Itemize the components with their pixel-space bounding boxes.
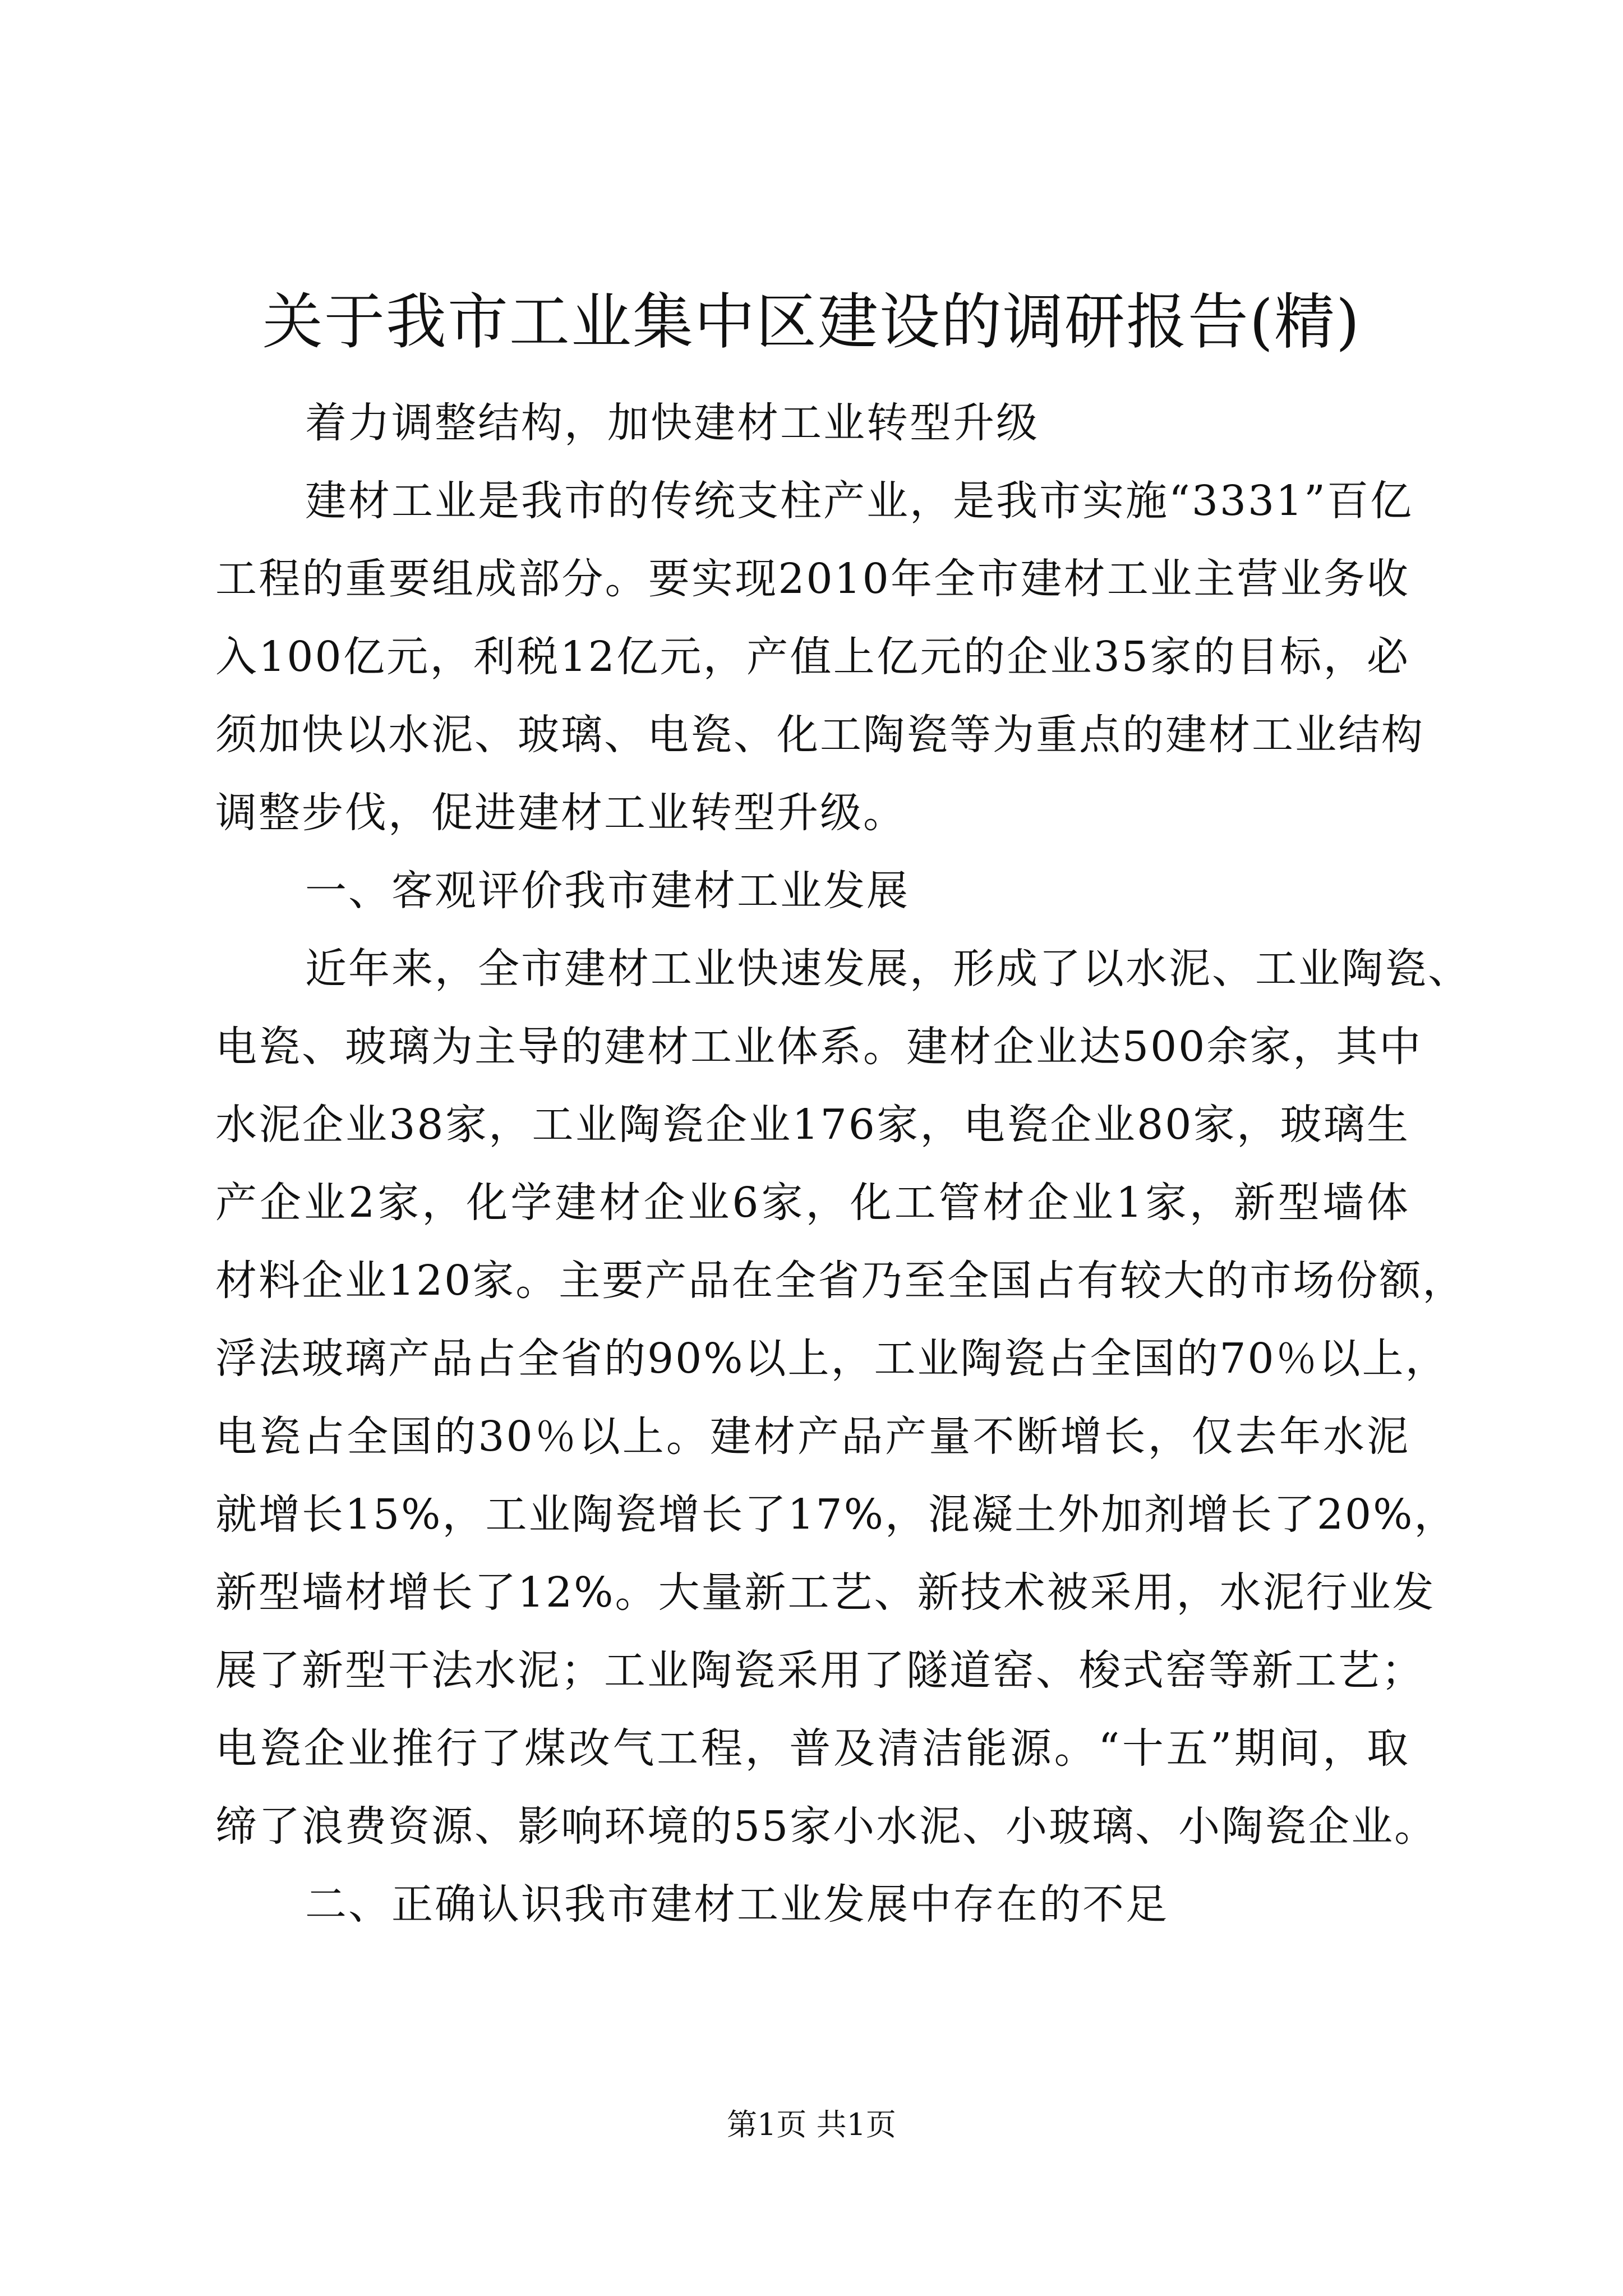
- section-heading: 二、正确认识我市建材工业发展中存在的不足: [305, 1880, 1169, 1929]
- paragraph-line: 须加快以水泥、玻璃、电瓷、化工陶瓷等为重点的建材工业结构: [215, 711, 1424, 759]
- paragraph-line: 就增长15%，工业陶瓷增长了17%，混凝土外加剂增长了20%，: [215, 1490, 1458, 1539]
- paragraph-line: 产企业2家，化学建材企业6家，化工管材企业1家，新型墙体: [215, 1179, 1410, 1227]
- paragraph-line: 缔了浪费资源、影响环境的55家小水泥、小玻璃、小陶瓷企业。: [215, 1802, 1438, 1851]
- paragraph-line: 电瓷企业推行了煤改气工程，普及清洁能源。“十五”期间，取: [215, 1724, 1410, 1773]
- paragraph-line: 浮法玻璃产品占全省的90%以上，工业陶瓷占全国的70％以上，: [215, 1335, 1449, 1383]
- paragraph-line: 入100亿元，利税12亿元，产值上亿元的企业35家的目标，必: [215, 633, 1410, 681]
- document-body: [215, 384, 1471, 1944]
- paragraph-line: 调整步伐，促进建材工业转型升级。: [215, 789, 906, 837]
- paragraph-line: 材料企业120家。主要产品在全省乃至全国占有较大的市场份额，: [215, 1257, 1466, 1305]
- document-title: 关于我市工业集中区建设的调研报告(精): [262, 287, 1361, 357]
- section-heading: 着力调整结构，加快建材工业转型升级: [305, 399, 1039, 447]
- paragraph-line: 展了新型干法水泥；工业陶瓷采用了隧道窑、梭式窑等新工艺；: [215, 1646, 1424, 1695]
- paragraph-line: 建材工业是我市的传统支柱产业，是我市实施“3331”百亿: [305, 477, 1413, 525]
- paragraph-line: 电瓷占全国的30％以上。建材产品产量不断增长，仅去年水泥: [215, 1412, 1410, 1461]
- paragraph-line: 水泥企业38家，工业陶瓷企业176家，电瓷企业80家，玻璃生: [215, 1101, 1410, 1149]
- paragraph-line: 工程的重要组成部分。要实现2010年全市建材工业主营业务收: [215, 555, 1410, 603]
- page-number-footer: 第1页 共1页: [727, 2107, 896, 2142]
- paragraph-line: 电瓷、玻璃为主导的建材工业体系。建材企业达500余家，其中: [215, 1023, 1423, 1071]
- paragraph-line: 近年来，全市建材工业快速发展，形成了以水泥、工业陶瓷、: [305, 945, 1471, 993]
- section-heading: 一、客观评价我市建材工业发展: [305, 867, 910, 915]
- paragraph-line: 新型墙材增长了12%。大量新工艺、新技术被采用，水泥行业发: [215, 1568, 1436, 1617]
